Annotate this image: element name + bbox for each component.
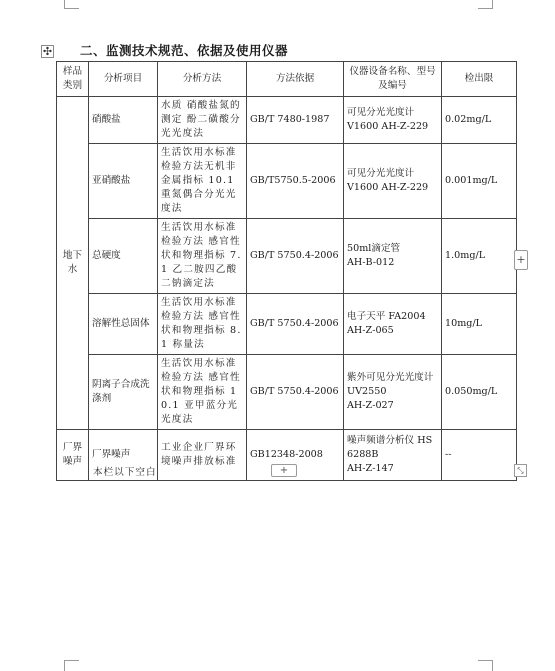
add-row-button[interactable]: +: [271, 464, 297, 477]
detection-limit-cell: 0.001mg/L: [442, 144, 517, 219]
table-row: [57, 97, 517, 144]
analysis-method-cell: 生活饮用水标准检验方法 感官性状和物理指标 10.1 亚甲蓝分光光度法: [158, 355, 247, 430]
instrument-model: AH-Z-147: [347, 463, 394, 474]
instrument-name: 噪声频谱分析仪 HS6288B: [347, 435, 433, 460]
header-method-basis: 方法依据: [247, 62, 344, 97]
sample-category-cell: 厂界噪声: [57, 430, 89, 481]
analysis-item-cell: 溶解性总固体: [89, 294, 158, 355]
instrument-cell: [344, 430, 442, 481]
analysis-item-cell: 厂界噪声: [89, 430, 158, 481]
analysis-method-cell: 水质 硝酸盐氮的测定 酚二磺酸分光光度法: [158, 97, 247, 144]
header-sample-category: 样品类别: [57, 62, 89, 97]
crop-mark-top-left: [64, 0, 79, 9]
instrument-model: AH-Z-027: [347, 400, 394, 411]
header-detection-limit: 检出限: [442, 62, 517, 97]
table-row: [57, 219, 517, 294]
analysis-item-cell: 硝酸盐: [89, 97, 158, 144]
analysis-item-cell: 阴离子合成洗涤剂: [89, 355, 158, 430]
crop-mark-bottom-right: [478, 660, 493, 671]
instrument-model: V1600 AH-Z-229: [347, 182, 429, 193]
method-basis-cell: GB/T 5750.4-2006: [247, 294, 344, 355]
instrument-cell: [344, 294, 442, 355]
detection-limit-cell: 0.02mg/L: [442, 97, 517, 144]
method-basis-cell: GB/T 7480-1987: [247, 97, 344, 144]
instrument-model: V1600 AH-Z-229: [347, 121, 429, 132]
instrument-name: 紫外可见分光光度计 UV2550: [347, 372, 434, 397]
instrument-cell: [344, 219, 442, 294]
header-analysis-method: 分析方法: [158, 62, 247, 97]
analysis-item-cell: 总硬度: [89, 219, 158, 294]
analysis-method-cell: 生活饮用水标准检验方法 感官性状和物理指标 7.1 乙二胺四乙酸二钠滴定法: [158, 219, 247, 294]
instrument-model: AH-Z-065: [347, 325, 394, 336]
table-move-handle-icon[interactable]: ✣: [42, 45, 53, 58]
table-header-row: [57, 62, 517, 97]
method-basis-cell: GB12348-2008: [247, 430, 344, 481]
analysis-method-cell: 生活饮用水标准检验方法 感官性状和物理指标 8.1 称量法: [158, 294, 247, 355]
sample-category-cell: 地下水: [57, 97, 89, 430]
instrument-name: 可见分光光度计: [347, 168, 415, 179]
instrument-cell: [344, 355, 442, 430]
method-basis-cell: GB/T 5750.4-2006: [247, 355, 344, 430]
table-resize-handle-icon[interactable]: ⤡: [514, 464, 527, 477]
add-column-button[interactable]: +: [514, 250, 528, 270]
analysis-item-cell: 亚硝酸盐: [89, 144, 158, 219]
detection-limit-cell: 1.0mg/L: [442, 219, 517, 294]
detection-limit-cell: 10mg/L: [442, 294, 517, 355]
table-row: [57, 355, 517, 430]
blank-below-note: 本栏以下空白: [93, 467, 157, 478]
instrument-cell: [344, 97, 442, 144]
section-heading: 二、监测技术规范、依据及使用仪器: [80, 43, 289, 58]
method-basis-cell: GB/T 5750.4-2006: [247, 219, 344, 294]
instrument-name: 可见分光光度计: [347, 107, 415, 118]
detection-limit-cell: 0.050mg/L: [442, 355, 517, 430]
detection-limit-cell: --: [442, 430, 517, 481]
table-row: [57, 144, 517, 219]
monitoring-table: [56, 61, 517, 481]
header-instrument: 仪器设备名称、型号及编号: [344, 62, 442, 97]
crop-mark-top-right: [478, 0, 493, 9]
instrument-cell: [344, 144, 442, 219]
instrument-name: 电子天平 FA2004: [347, 311, 426, 322]
instrument-name: 50ml滴定管: [347, 243, 401, 254]
method-basis-cell: GB/T5750.5-2006: [247, 144, 344, 219]
analysis-method-cell: 生活饮用水标准检验方法无机非金属指标 10.1 重氮偶合分光光度法: [158, 144, 247, 219]
crop-mark-bottom-left: [64, 660, 79, 671]
table-row: [57, 294, 517, 355]
header-analysis-item: 分析项目: [89, 62, 158, 97]
analysis-method-cell: 工业企业厂界环境噪声排放标准: [158, 430, 247, 481]
instrument-model: AH-B-012: [347, 257, 395, 268]
